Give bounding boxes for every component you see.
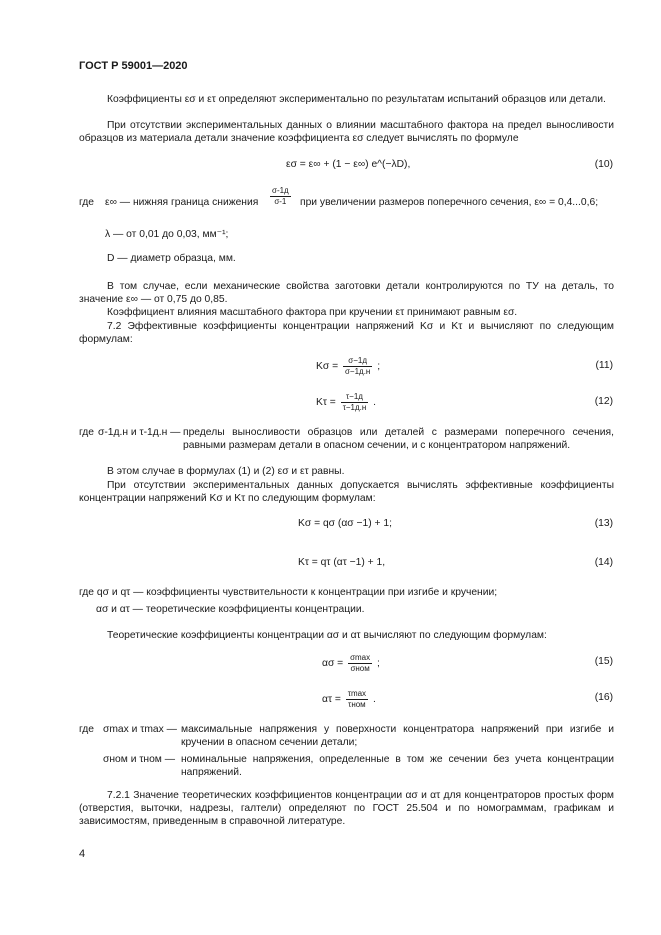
paragraph-formulas-equal: В этом случае в формулах (1) и (2) εσ и ετ равны. bbox=[107, 466, 345, 477]
equation-12-lhs: Kτ = bbox=[316, 397, 336, 409]
paragraph-scale-factor: При отсутствии экспериментальных данных о влиянии масштабного фактора на предел выносливости образцов из материала детали значение коэффициента εσ следует вычислять по формуле bbox=[79, 120, 614, 144]
eps-inf-fraction bbox=[268, 186, 293, 207]
equation-16 bbox=[322, 689, 376, 710]
paragraph-torsion-scale: Коэффициент влияния масштабного фактора при кручении ετ принимают равным εσ. bbox=[107, 307, 518, 318]
equation-16-lhs: ατ = bbox=[322, 694, 341, 706]
equation-12-numerator: τ−1д bbox=[341, 392, 369, 403]
equation-14-number: (14) bbox=[594, 557, 613, 568]
where-label-2: где bbox=[79, 427, 95, 438]
equation-16-number: (16) bbox=[594, 692, 613, 703]
paragraph-7-2: 7.2 Эффективные коэффициенты концентрации напряжений Kσ и Kτ и вычисляют по следующим формулам: bbox=[79, 321, 614, 345]
equation-15-denominator: σном bbox=[350, 664, 370, 673]
sensitivity-definition: где qσ и qτ — коэффициенты чувствительности к концентрации при изгибе и кручении; bbox=[79, 587, 498, 598]
equation-15-number: (15) bbox=[594, 656, 613, 667]
max-stress-lead: σmax и τmax — bbox=[103, 724, 177, 735]
equation-11-tail: ; bbox=[377, 361, 381, 373]
paragraph-no-experimental-data: При отсутствии экспериментальных данных допускается вычислять эффективные коэффициенты концентрации напряжений Kσ и Kτ по следующим формулам: bbox=[79, 480, 614, 504]
lambda-definition: λ — от 0,01 до 0,03, мм⁻¹; bbox=[105, 229, 229, 240]
equation-15-tail: ; bbox=[377, 658, 380, 670]
where-label-1: где bbox=[79, 197, 95, 208]
fraction-numerator: σ-1д bbox=[272, 186, 289, 195]
equation-13: Kσ = qσ (ασ −1) + 1; bbox=[298, 518, 392, 529]
equation-12 bbox=[316, 392, 376, 413]
equation-11 bbox=[316, 356, 380, 377]
nominal-stress-definition: номинальные напряжения, определенные в том же сечении без учета концентрации напряжений. bbox=[181, 754, 614, 778]
nominal-stress-lead: σном и τном — bbox=[103, 754, 176, 765]
equation-12-number: (12) bbox=[594, 396, 613, 407]
where-label-3: где bbox=[79, 724, 95, 735]
page-number: 4 bbox=[79, 848, 86, 860]
sigma-limit-lead: σ-1д.н и τ-1д.н — bbox=[98, 427, 181, 438]
eps-inf-definition-tail: при увеличении размеров поперечного сечения, ε∞ = 0,4...0,6; bbox=[300, 197, 599, 208]
equation-16-tail: . bbox=[372, 694, 376, 706]
equation-12-tail: . bbox=[373, 397, 377, 409]
equation-11-denominator: σ−1д.н bbox=[344, 367, 371, 376]
equation-15-numerator: σmax bbox=[350, 653, 371, 662]
fraction-denominator: σ-1 bbox=[274, 197, 287, 206]
equation-15-lhs: ασ = bbox=[322, 658, 344, 670]
equation-16-numerator: τmax bbox=[347, 689, 367, 698]
equation-14: Kτ = qτ (ατ −1) + 1, bbox=[298, 557, 386, 568]
equation-10: εσ = ε∞ + (1 − ε∞) e^(−λD), bbox=[286, 159, 411, 170]
paragraph-tu-control: В том случае, если механические свойства заготовки детали контролируются по ТУ на деталь, то значение ε∞ — от 0,75 до 0,85. bbox=[79, 281, 614, 305]
diameter-definition: D — диаметр образца, мм. bbox=[107, 253, 236, 264]
equation-11-lhs: Kσ = bbox=[316, 361, 339, 373]
equation-10-number: (10) bbox=[594, 159, 613, 170]
equation-16-denominator: τном bbox=[348, 700, 366, 709]
alpha-definition: ασ и ατ — теоретические коэффициенты концентрации. bbox=[96, 604, 365, 615]
sigma-limit-definition: пределы выносливости образцов или деталей с размерами поперечного сечения, равными размерам детали в опасном сечении, и с концентратором напряжений. bbox=[183, 427, 614, 451]
document-header: ГОСТ Р 59001—2020 bbox=[79, 60, 188, 72]
max-stress-definition: максимальные напряжения у поверхности концентратора напряжений при изгибе и кручении в опасном сечении детали; bbox=[181, 724, 614, 748]
paragraph-theoretical-coefficients: Теоретические коэффициенты концентрации ασ и ατ вычисляют по следующим формулам: bbox=[107, 630, 547, 641]
equation-15 bbox=[322, 653, 380, 674]
equation-13-number: (13) bbox=[594, 518, 613, 529]
equation-11-number: (11) bbox=[595, 360, 613, 371]
eps-inf-definition: ε∞ — нижняя граница снижения bbox=[105, 197, 259, 208]
equation-11-numerator: σ−1д bbox=[343, 356, 372, 367]
paragraph-7-2-1: 7.2.1 Значение теоретических коэффициентов концентрации ασ и ατ для концентраторов простых форм (отверстия, выточки, надрезы, галтели) определяют по ГОСТ 25.504 и по номограммам, графикам и зависимостям, приведенным в справочной литературе. bbox=[79, 790, 614, 827]
equation-12-denominator: τ−1д.н bbox=[342, 403, 367, 412]
paragraph-coefficients-intro: Коэффициенты εσ и ετ определяют экспериментально по результатам испытаний образцов или детали. bbox=[107, 94, 606, 105]
